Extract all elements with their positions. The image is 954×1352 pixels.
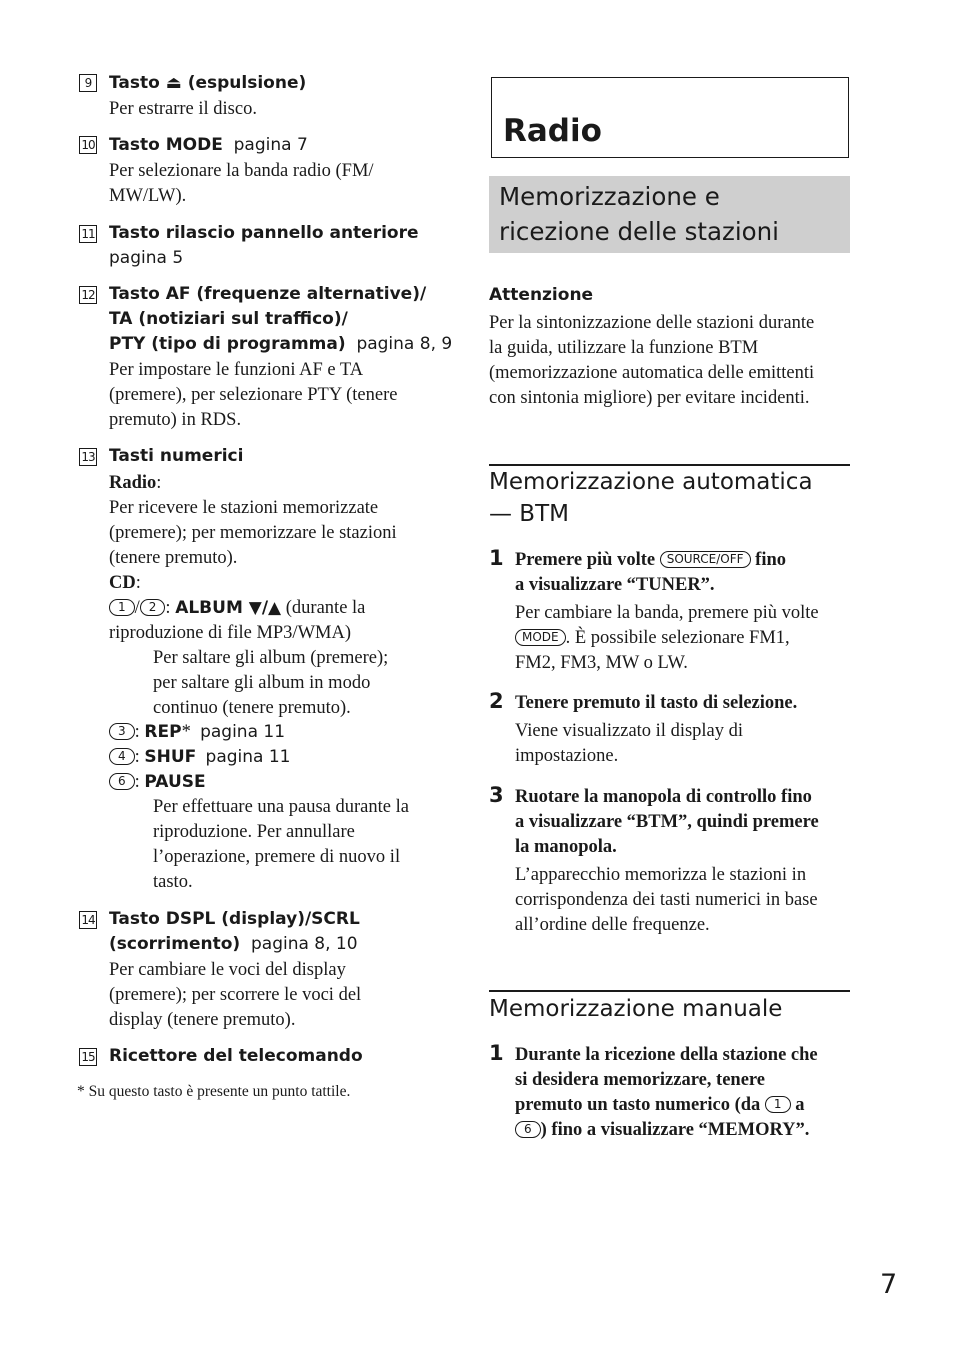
section-title-box	[491, 77, 849, 158]
album-description: Per saltare gli album (premere); per saltare gli album in modo continuo (tenere premuto).	[153, 648, 389, 718]
attention-body: Per la sintonizzazione delle stazioni durante la guida, utilizzare la funzione BTM (memorizzazione automatica delle emittenti con sintonia migliore) per evitare incidenti.	[489, 313, 815, 408]
key-6-manual: 6	[515, 1121, 541, 1138]
manual-step-1-number: 1	[489, 1041, 504, 1065]
source-off-key: SOURCE/OFF	[660, 551, 751, 568]
item-12-heading-3: PTY (tipo di programma) pagina 8, 9	[109, 334, 453, 354]
key-4: 4	[109, 748, 135, 765]
auto-heading: Memorizzazione automatica — BTM	[489, 469, 813, 527]
section-rule-manual	[489, 990, 850, 992]
step-3: Ruotare la manopola di controllo fino a visualizzare “BTM”, quindi premere la manopola. L’apparecchio memorizza le stazioni in corrispondenza dei tasti numerici in base all’ordine delle frequenze.	[515, 787, 819, 935]
item-12-heading: Tasto AF (frequenze alternative)/	[109, 284, 427, 304]
item-number-15: 15	[79, 1048, 97, 1066]
key-1: 1	[109, 599, 135, 616]
item-number-10: 10	[79, 136, 97, 154]
footnote: * Su questo tasto è presente un punto tattile.	[77, 1083, 351, 1100]
item-10-heading: Tasto MODE pagina 7	[109, 135, 308, 155]
item-number-14: 14	[79, 911, 97, 929]
pause-description: Per effettuare una pausa durante la riproduzione. Per annullare l’operazione, premere di nuovo il tasto.	[153, 797, 409, 892]
chapter-heading-box	[489, 176, 850, 253]
item-14-heading: Tasto DSPL (display)/SCRL	[109, 909, 360, 929]
item-11-heading: Tasto rilascio pannello anteriore	[109, 223, 419, 243]
item-number-11: 11	[79, 225, 97, 243]
mode-key: MODE	[515, 629, 566, 646]
step-3-number: 3	[489, 783, 504, 807]
item-13-heading: Tasti numerici	[109, 446, 244, 466]
item-12-heading-2: TA (notiziari sul traffico)/	[109, 309, 348, 329]
item-14-body: Per cambiare le voci del display (premere); per scorrere le voci del display (tenere premuto).	[109, 960, 362, 1030]
step-2-number: 2	[489, 689, 504, 713]
step-1: Premere più volte SOURCE/OFF fino a visualizzare “TUNER”. Per cambiare la banda, premere più volte MODE . È possibile selezionare FM1, FM2, FM3, MW o LW.	[515, 550, 819, 673]
item-13-radio: Radio: Per ricevere le stazioni memorizzate (premere); per memorizzare le stazioni (tenere premuto). CD: 1 / 2 : ALBUM ▼/▲ (durante la riproduzione di file MP3/WMA)	[109, 473, 397, 643]
rep-shuf-pause: 3 : REP* pagina 11 4 : SHUF pagina 11 6 : PAUSE	[109, 720, 291, 795]
page-number: 7	[880, 1269, 898, 1300]
item-number-13: 13	[79, 448, 97, 466]
item-12-body: Per impostare le funzioni AF e TA (premere), per selezionare PTY (tenere premuto) in RDS.	[109, 360, 398, 430]
step-1-number: 1	[489, 546, 504, 570]
manual-step-1: Durante la ricezione della stazione che si desidera memorizzare, tenere premuto un tasto numerico (da 1 a 6 ) fino a visualizzare “MEMORY”.	[515, 1045, 818, 1140]
item-11-page: pagina 5	[109, 248, 184, 268]
item-15-heading: Ricettore del telecomando	[109, 1046, 363, 1066]
item-10-body: Per selezionare la banda radio (FM/ MW/LW).	[109, 161, 374, 206]
item-number-12: 12	[79, 286, 97, 304]
key-3: 3	[109, 723, 135, 740]
item-9-heading: Tasto ⏏ (espulsione)	[109, 73, 307, 93]
key-2: 2	[140, 599, 166, 616]
attention-title: Attenzione	[489, 285, 594, 305]
item-9-body: Per estrarre il disco.	[109, 99, 257, 119]
chapter-heading: Memorizzazione e ricezione delle stazioni	[499, 182, 779, 246]
manual-heading: Memorizzazione manuale	[489, 996, 783, 1022]
key-6: 6	[109, 773, 135, 790]
item-number-9: 9	[79, 74, 97, 92]
step-2: Tenere premuto il tasto di selezione. Viene visualizzato il display di impostazione.	[515, 693, 798, 766]
section-title: Radio	[503, 113, 602, 149]
key-1-manual: 1	[765, 1096, 791, 1113]
item-14-heading-2: (scorrimento) pagina 8, 10	[109, 934, 358, 954]
